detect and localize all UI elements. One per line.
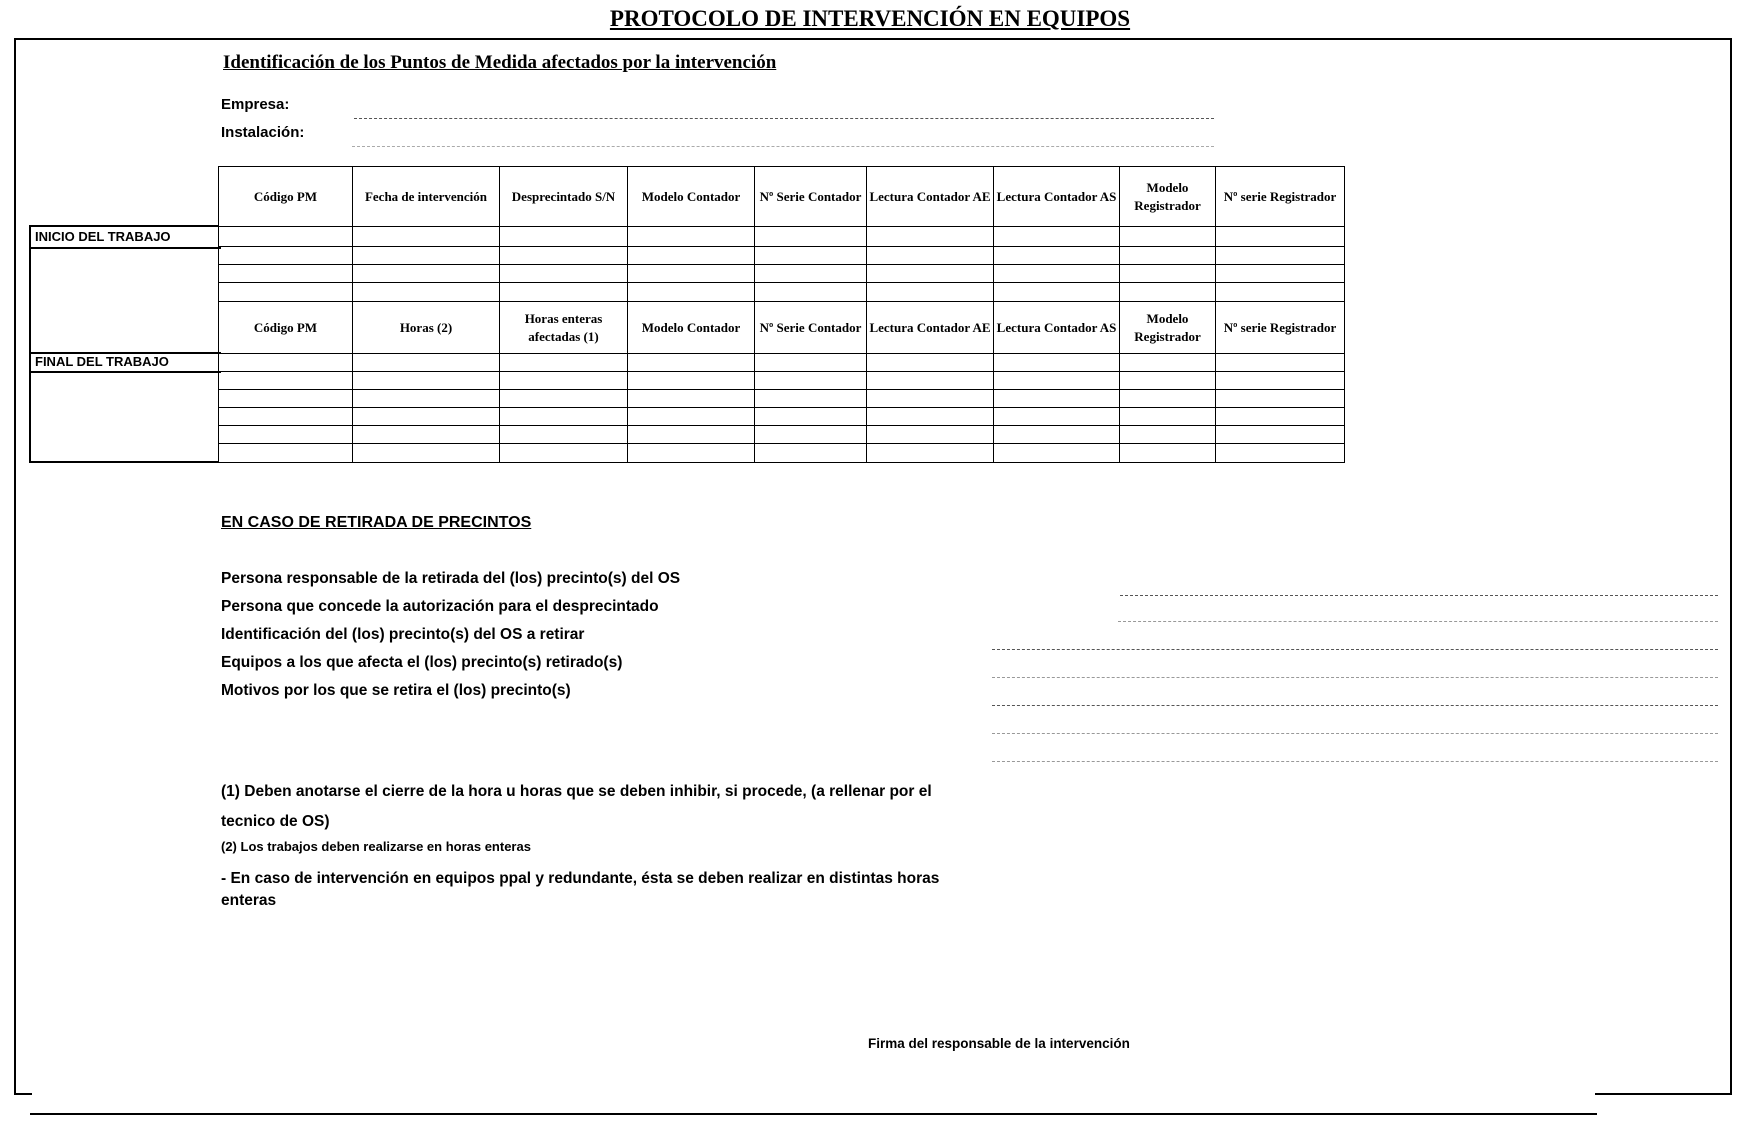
header-horas-enteras: Horas enteras afectadas (1) xyxy=(500,302,628,354)
answer-line-reasons-3[interactable] xyxy=(992,761,1718,762)
header-fecha-intervencion: Fecha de intervención xyxy=(353,167,500,227)
table-row xyxy=(219,426,1345,444)
question-seal-identification: Identificación del (los) precinto(s) del OS a retirar xyxy=(221,626,585,643)
question-responsible-person: Persona responsable de la retirada del (los) precinto(s) del OS xyxy=(221,570,681,587)
footnote-1: (1) Deben anotarse el cierre de la hora u horas que se deben inhibir, si procede, (a rellenar por el tecnico de OS) xyxy=(221,783,932,830)
header-lectura-ae: Lectura Contador AE xyxy=(867,302,994,354)
frame-border-right xyxy=(1730,38,1732,1093)
header-lectura-ae: Lectura Contador AE xyxy=(867,167,994,227)
header-horas: Horas (2) xyxy=(353,302,500,354)
header-modelo-contador: Modelo Contador xyxy=(628,167,755,227)
frame-border-top xyxy=(14,38,1732,40)
table-row xyxy=(219,227,1345,247)
question-affected-equipment: Equipos a los que afecta el (los) precinto(s) retirado(s) xyxy=(221,654,623,671)
answer-line-reasons-2[interactable] xyxy=(992,733,1718,734)
table-row xyxy=(219,354,1345,372)
seal-removal-heading: EN CASO DE RETIRADA DE PRECINTOS xyxy=(221,514,532,531)
header-modelo-contador: Modelo Contador xyxy=(628,302,755,354)
footnote-2: (2) Los trabajos deben realizarse en horas enteras xyxy=(221,839,531,854)
table-row xyxy=(219,247,1345,265)
instalacion-field[interactable] xyxy=(352,146,1214,147)
answer-line-reasons-1[interactable] xyxy=(992,705,1718,706)
table-row xyxy=(219,372,1345,390)
header-desprecintado: Desprecintado S/N xyxy=(500,167,628,227)
footnote-3: - En caso de intervención en equipos ppal y redundante, ésta se deben realizar en distintas horas enteras xyxy=(221,870,940,909)
header-serie-registrador: Nº serie Registrador xyxy=(1216,167,1345,227)
table-row xyxy=(219,390,1345,408)
table-row xyxy=(219,283,1345,302)
header-serie-registrador: Nº serie Registrador xyxy=(1216,302,1345,354)
section-subtitle: Identificación de los Puntos de Medida afectados por la intervención xyxy=(223,52,777,73)
empresa-field[interactable] xyxy=(354,118,1214,119)
frame-border-bottom-right xyxy=(1595,1093,1732,1095)
end-work-label: FINAL DEL TRABAJO xyxy=(35,354,169,369)
header-codigo-pm: Código PM xyxy=(219,302,353,354)
start-header-row xyxy=(219,167,1345,227)
question-removal-reasons: Motivos por los que se retira el (los) precinto(s) xyxy=(221,682,571,699)
table-row xyxy=(219,265,1345,283)
answer-line-authorizing[interactable] xyxy=(1118,621,1718,622)
answer-line-seal-id[interactable] xyxy=(992,649,1718,650)
frame-border-left xyxy=(14,38,16,1093)
header-serie-contador: Nº Serie Contador xyxy=(755,302,867,354)
frame-border-bottom-left xyxy=(14,1093,32,1095)
question-authorizing-person: Persona que concede la autorización para el desprecintado xyxy=(221,598,659,615)
table-row xyxy=(219,444,1345,463)
header-modelo-registrador: Modelo Registrador xyxy=(1120,167,1216,227)
header-modelo-registrador: Modelo Registrador xyxy=(1120,302,1216,354)
page-title: PROTOCOLO DE INTERVENCIÓN EN EQUIPOS xyxy=(609,6,1131,31)
answer-line-responsible[interactable] xyxy=(1120,595,1718,596)
empresa-label: Empresa: xyxy=(221,96,290,113)
signature-label: Firma del responsable de la intervención xyxy=(868,1036,1130,1051)
end-work-table xyxy=(218,301,1345,463)
header-lectura-as: Lectura Contador AS xyxy=(994,302,1120,354)
start-work-label: INICIO DEL TRABAJO xyxy=(35,229,171,244)
header-serie-contador: Nº Serie Contador xyxy=(755,167,867,227)
instalacion-label: Instalación: xyxy=(221,124,305,141)
end-header-row xyxy=(219,302,1345,354)
side-label-column xyxy=(29,225,219,463)
bottom-rule xyxy=(30,1113,1597,1115)
header-lectura-as: Lectura Contador AS xyxy=(994,167,1120,227)
start-work-table xyxy=(218,166,1345,302)
header-codigo-pm: Código PM xyxy=(219,167,353,227)
table-row xyxy=(219,408,1345,426)
answer-line-equipment[interactable] xyxy=(992,677,1718,678)
